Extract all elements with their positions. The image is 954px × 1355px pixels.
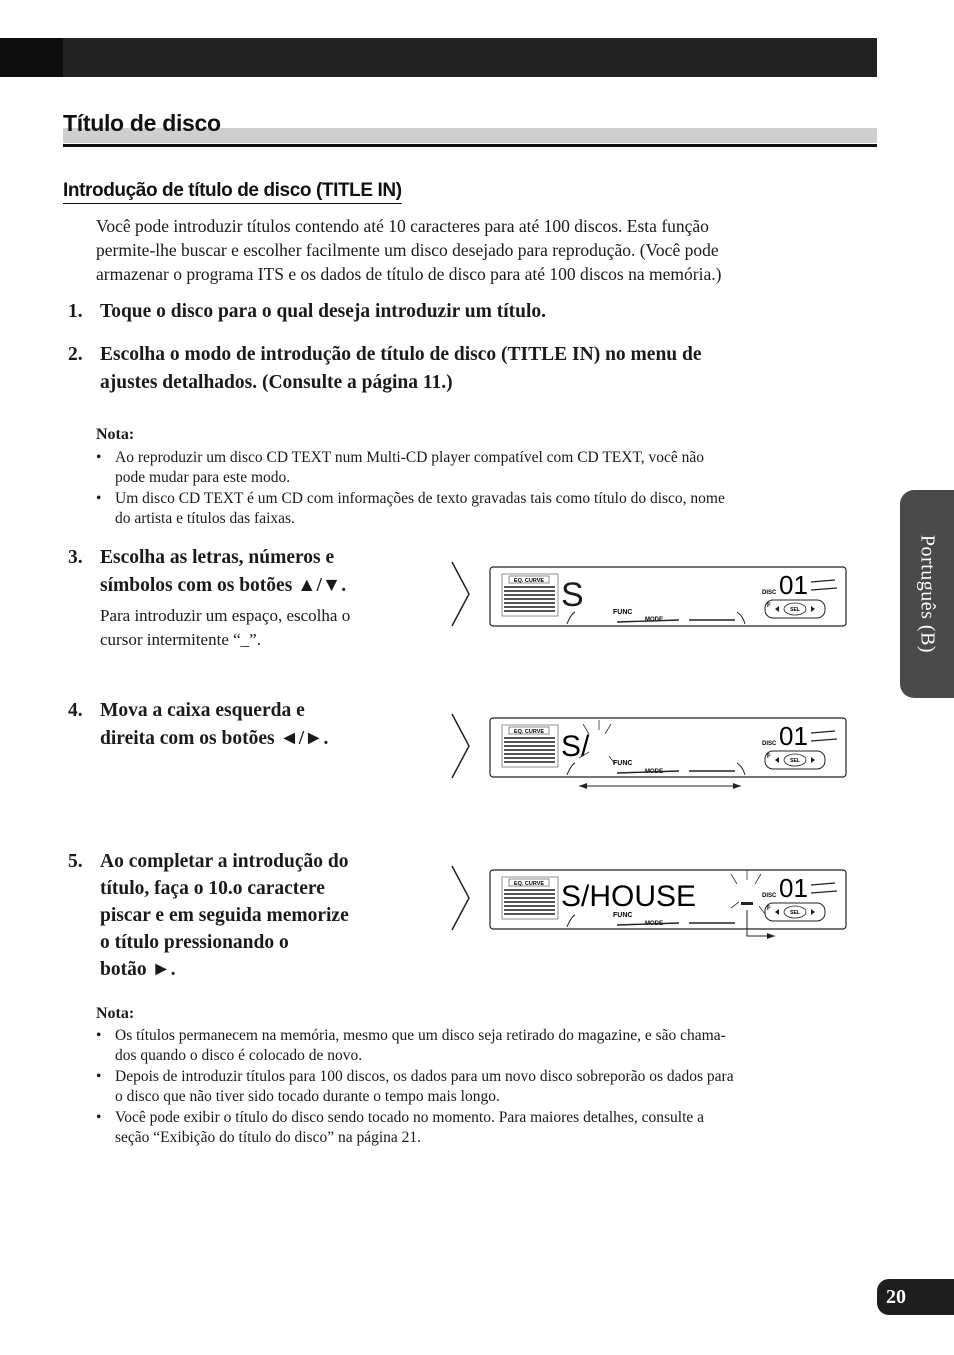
step-text: Escolha o modo de introdução de título de disco (TITLE IN) no menu de [100,344,702,365]
page-number: 20 [886,1286,906,1308]
bullet: • [96,490,102,507]
step-text: piscar e em seguida memorize [100,905,349,926]
step-detail-line: cursor intermitente “_”. [100,630,261,649]
step-number: 2. [68,344,83,365]
title-chars: S [561,576,584,614]
note-list [96,448,856,530]
step-text: o título pressionando o [100,932,289,953]
note-line: o disco que não tiver sido tocado durante o tempo mais longo. [115,1088,500,1105]
eq-curve-label: EQ. CURVE [513,578,545,584]
disc-number: 01 [779,721,808,751]
mode-label: MODE [645,617,663,623]
note-item [96,448,856,488]
step-text: título, faça o 10.o caractere [100,878,325,899]
note-line: Os títulos permanecem na memória, mesmo que um disco seja retirado do magazine, e são chama- [115,1027,726,1044]
step-number: 4. [68,700,83,721]
step-number: 5. [68,851,83,872]
disc-label: DISC [762,741,777,747]
intro-line: permite-lhe buscar e escolher facilmente um disco desejado para reprodução. (Você pode [96,240,719,260]
note-line: dos quando o disco é colocado de novo. [115,1047,363,1064]
step-5 [68,848,428,993]
step-pointer-icon [452,714,469,778]
lcd-display-2 [449,712,849,784]
f-label: F [767,906,771,912]
subsection-title: Introdução de título de disco (TITLE IN) [63,180,402,204]
step-text: Mova a caixa esquerda e [100,700,305,721]
disc-label: DISC [762,590,777,596]
section-title: Título de disco [63,110,221,136]
note-list [96,1026,856,1149]
func-label: FUNC [613,760,633,767]
eq-curve-label: EQ. CURVE [513,729,545,735]
step-number: 3. [68,547,83,568]
note-line: Ao reproduzir um disco CD TEXT num Multi-CD player compatível com CD TEXT, você não [115,449,705,466]
section-title-rule [63,144,877,147]
step-text: ajustes detalhados. (Consulte a página 11.) [100,372,453,393]
note-item [96,1108,856,1148]
header-bar-fill [63,38,877,77]
func-label: FUNC [613,912,633,919]
eq-curve-label: EQ. CURVE [513,881,545,887]
note-heading: Nota: [96,426,135,443]
cursor-icon [741,902,753,905]
title-chars: S/ [561,730,590,763]
step-text: direita com os botões ◄/►. [100,728,329,749]
intro-line: armazenar o programa ITS e os dados de título de disco para até 100 discos na memória.) [96,264,722,284]
intro-line: Você pode introduzir títulos contendo até 10 caracteres para até 100 discos. Esta função [96,216,709,236]
step-2 [68,341,868,401]
bullet: • [96,1068,102,1085]
bullet: • [96,1027,102,1044]
step-1 [68,298,868,328]
page-number-tab [877,1279,954,1315]
step-text: Ao completar a introdução do [100,851,349,872]
note-line: seção “Exibição do título do disco” na página 21. [115,1129,422,1146]
func-label: FUNC [613,609,633,616]
note-heading: Nota: [96,1005,135,1022]
title-chars: S/HOUSE [561,880,697,913]
step-text: símbolos com os botões ▲/▼. [100,575,347,596]
step-pointer-icon [452,866,469,930]
bullet: • [96,449,102,466]
note-line: Depois de introduzir títulos para 100 discos, os dados para um novo disco sobreporão os dados para [115,1068,734,1085]
note-line: do artista e títulos das faixas. [115,510,295,527]
header-bar-edge [0,38,63,77]
step-number: 1. [68,301,83,322]
mode-label: MODE [645,769,663,775]
lcd-display-1 [449,560,849,632]
note-line: Você pode exibir o título do disco sendo tocado no momento. Para maiores detalhes, consulte a [115,1109,705,1126]
step-text: Escolha as letras, números e [100,547,335,568]
step-3 [68,544,428,604]
step-pointer-icon [452,562,469,626]
sel-label: SEL [790,758,800,764]
sel-label: SEL [790,910,800,916]
step-text: Toque o disco para o qual deseja introduzir um título. [100,301,547,322]
language-label: Português (B) [916,534,939,654]
note-line: Um disco CD TEXT é um CD com informações de texto gravadas tais como título do disco, nome [115,490,725,507]
disc-number: 01 [779,873,808,903]
header-bar [0,38,877,77]
step-text: botão ►. [100,959,176,980]
language-side-tab [900,490,954,698]
bullet: • [96,1109,102,1126]
note-line: pode mudar para este modo. [115,469,291,486]
f-label: F [767,754,771,760]
step-detail-line: Para introduzir um espaço, escolha o [100,606,351,625]
note-item [96,1026,856,1066]
step-3-detail [100,604,430,652]
step-4 [68,697,428,757]
intro-paragraph [96,214,856,286]
disc-number: 01 [779,570,808,600]
note-item [96,1067,856,1107]
sel-label: SEL [790,607,800,613]
mode-label: MODE [645,921,663,927]
disc-label: DISC [762,893,777,899]
f-label: F [767,603,771,609]
lcd-display-3 [449,864,849,936]
note-item [96,489,856,529]
